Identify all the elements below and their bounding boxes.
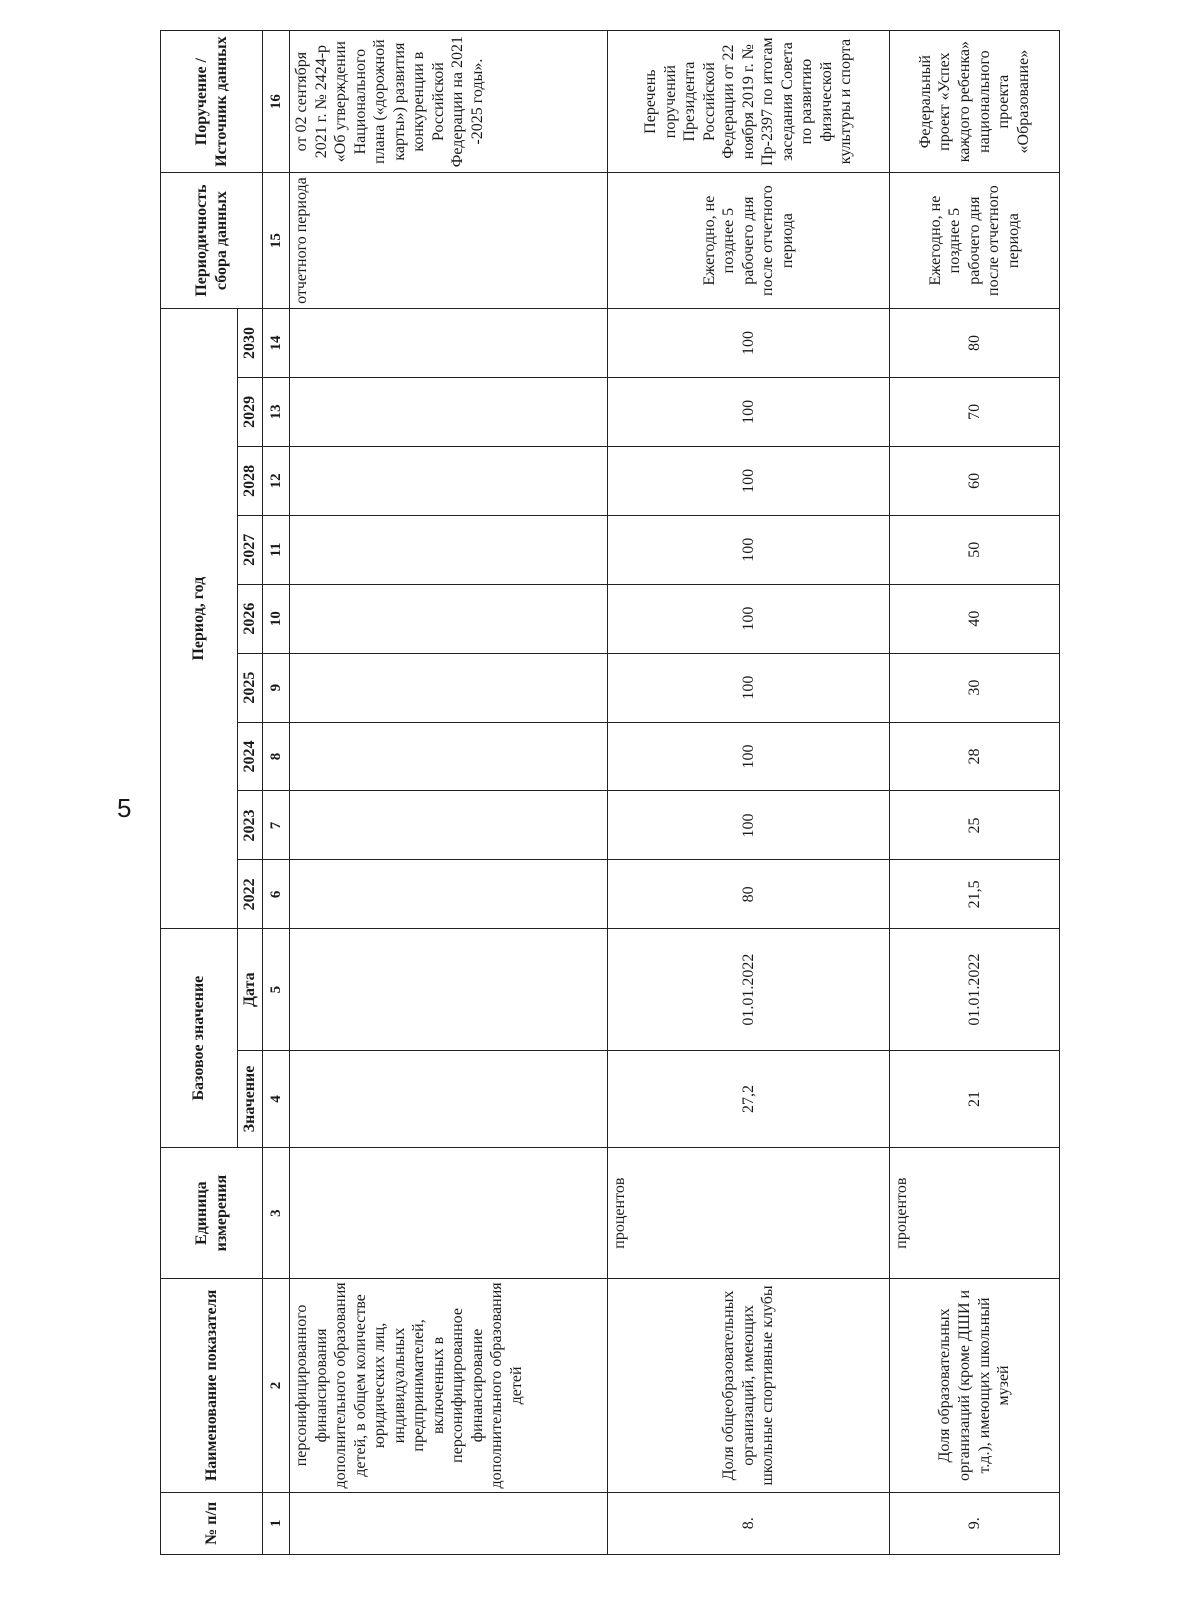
column-number: 6 <box>263 860 290 929</box>
column-number: 10 <box>263 584 290 653</box>
row-num: 8. <box>608 1492 890 1554</box>
header-year: 2022 <box>238 860 263 929</box>
column-number: 7 <box>263 791 290 860</box>
row-unit <box>290 1147 608 1278</box>
header-period: Период, год <box>161 308 238 928</box>
row-base-value: 21 <box>890 1051 1060 1148</box>
row-source: Федеральный проект «Успех каждого ребенка» национального проекта «Образование» <box>890 31 1060 173</box>
page-number: 5 <box>117 793 132 823</box>
row-year-value <box>290 791 608 860</box>
header-base: Базовое значение <box>161 929 238 1148</box>
row-year-value: 70 <box>890 377 1060 446</box>
row-year-value: 100 <box>608 377 890 446</box>
header-base-date: Дата <box>238 929 263 1051</box>
column-number: 3 <box>263 1147 290 1278</box>
row-num <box>290 1492 608 1554</box>
row-year-value: 80 <box>608 860 890 929</box>
row-year-value: 100 <box>608 446 890 515</box>
header-year: 2030 <box>238 308 263 377</box>
column-number: 13 <box>263 377 290 446</box>
row-num: 9. <box>890 1492 1060 1554</box>
column-number: 14 <box>263 308 290 377</box>
row-year-value: 100 <box>608 653 890 722</box>
header-year: 2028 <box>238 446 263 515</box>
header-num: № п/п <box>161 1492 263 1554</box>
row-base-date: 01.01.2022 <box>608 929 890 1051</box>
row-indicator-name: персонифицированного финансирования дополнительного образования детей, в общем количестве юридических лиц, индивидуальных предпринимателей, включенных в персонифицированное финансирование дополнительного образования детей <box>290 1279 608 1492</box>
row-year-value <box>290 584 608 653</box>
row-year-value: 21,5 <box>890 860 1060 929</box>
row-year-value <box>290 377 608 446</box>
row-year-value: 100 <box>608 308 890 377</box>
header-year: 2027 <box>238 515 263 584</box>
header-year: 2029 <box>238 377 263 446</box>
header-unit: Единица измерения <box>161 1147 263 1278</box>
column-number: 9 <box>263 653 290 722</box>
row-unit: процентов <box>608 1147 890 1278</box>
header-row-1 <box>161 31 238 1555</box>
row-year-value: 100 <box>608 791 890 860</box>
table-row <box>608 31 890 1555</box>
row-year-value <box>290 446 608 515</box>
column-number: 15 <box>263 173 290 309</box>
table-row <box>290 31 608 1555</box>
column-number-row <box>263 31 290 1555</box>
column-number: 5 <box>263 929 290 1051</box>
header-source: Поручение / Источник данных <box>161 31 263 173</box>
row-source: Перечень поручений Президента Российской Федерации от 22 ноября 2019 г. № Пр-2397 по итогам заседания Совета по развитию физической культуры и спорта <box>608 31 890 173</box>
row-frequency: отчетного периода <box>290 173 608 309</box>
header-name: Наименование показателя <box>161 1279 263 1492</box>
header-frequency: Периодичность сбора данных <box>161 173 263 309</box>
column-number: 16 <box>263 31 290 173</box>
row-year-value: 60 <box>890 446 1060 515</box>
row-base-value <box>290 1051 608 1148</box>
row-year-value: 28 <box>890 722 1060 791</box>
row-frequency: Ежегодно, не позднее 5 рабочего дня после отчетного периода <box>890 173 1060 309</box>
column-number: 4 <box>263 1051 290 1148</box>
header-year: 2025 <box>238 653 263 722</box>
row-year-value: 50 <box>890 515 1060 584</box>
row-year-value: 100 <box>608 584 890 653</box>
header-year: 2023 <box>238 791 263 860</box>
row-year-value <box>290 308 608 377</box>
row-unit: процентов <box>890 1147 1060 1278</box>
column-number: 1 <box>263 1492 290 1554</box>
header-year: 2026 <box>238 584 263 653</box>
header-year: 2024 <box>238 722 263 791</box>
column-number: 8 <box>263 722 290 791</box>
row-year-value <box>290 860 608 929</box>
row-year-value: 40 <box>890 584 1060 653</box>
column-number: 2 <box>263 1279 290 1492</box>
row-base-date: 01.01.2022 <box>890 929 1060 1051</box>
row-indicator-name: Доля образовательных организаций (кроме ДШИ и т.д.), имеющих школьный музей <box>890 1279 1060 1492</box>
row-year-value <box>290 515 608 584</box>
column-number: 12 <box>263 446 290 515</box>
row-year-value <box>290 653 608 722</box>
row-source: от 02 сентября 2021 г. № 2424-р «Об утверждении Национального плана («дорожной карты») развития конкуренции в Российской Федерации на 2021 -2025 годы». <box>290 31 608 173</box>
row-frequency: Ежегодно, не позднее 5 рабочего дня после отчетного периода <box>608 173 890 309</box>
row-base-value: 27,2 <box>608 1051 890 1148</box>
rotated-table-container <box>160 30 1060 1555</box>
row-year-value <box>290 722 608 791</box>
row-year-value: 100 <box>608 515 890 584</box>
row-year-value: 80 <box>890 308 1060 377</box>
row-year-value: 100 <box>608 722 890 791</box>
column-number: 11 <box>263 515 290 584</box>
row-year-value: 30 <box>890 653 1060 722</box>
row-year-value: 25 <box>890 791 1060 860</box>
table-row <box>890 31 1060 1555</box>
indicators-table <box>160 30 1060 1555</box>
row-base-date <box>290 929 608 1051</box>
header-base-value: Значение <box>238 1051 263 1148</box>
row-indicator-name: Доля общеобразовательных организаций, имеющих школьные спортивные клубы <box>608 1279 890 1492</box>
